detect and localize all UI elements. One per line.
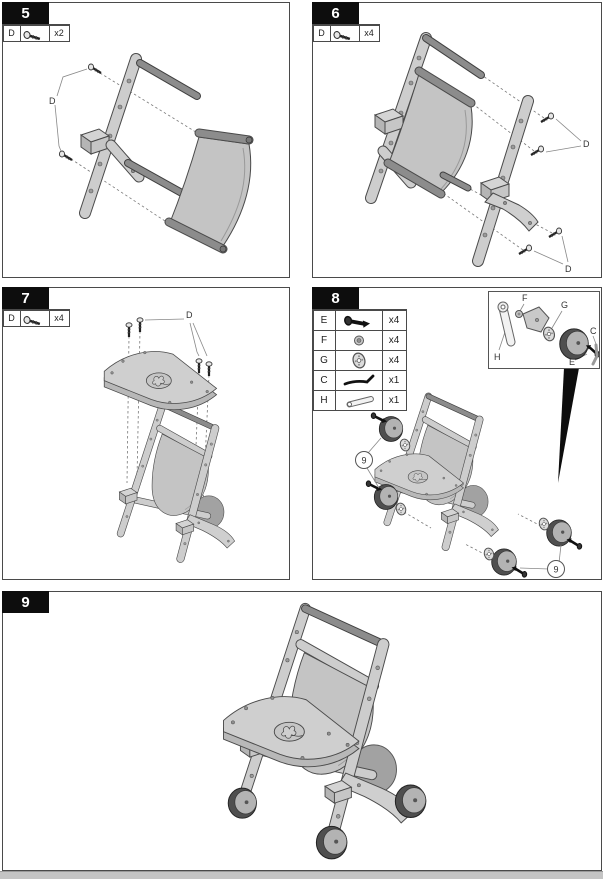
top-rod [140,63,197,96]
wheel [395,785,425,817]
callout-9-label: 9 [361,455,367,466]
part-letter: D [313,25,331,42]
screw-d [206,362,212,376]
part-qty: x4 [382,330,407,351]
part-qty: x1 [382,390,407,411]
step-number-badge: 6 [312,2,359,24]
handle-rod [426,38,481,75]
screw-d [519,245,532,254]
step-number-badge: 9 [2,591,49,613]
screw-d [88,64,101,73]
callout-d-label: D [49,96,56,106]
part-qty: x4 [382,310,407,331]
bolt-e [511,566,528,577]
wheel [560,329,589,359]
part-letter: F [313,330,336,351]
callout-9-label: 9 [553,564,559,575]
callout-d-label: D [186,310,193,320]
bolt-e [371,413,387,423]
inset-label-f: F [522,293,528,303]
screw-d [196,359,202,373]
wheel [316,826,346,858]
detail-pointer-wedge [558,368,579,483]
wheel-detail-inset [488,291,600,369]
part-letter: C [313,370,336,391]
step-7-panel [2,287,290,580]
step-number-badge: 7 [2,287,49,309]
part-letter: H [313,390,336,411]
step-9-panel [2,591,602,871]
part-letter: D [3,25,21,42]
inset-label-g: G [561,300,569,310]
part-qty: x2 [49,25,70,42]
step5-illustration [3,3,289,277]
page-edge-strip [0,871,603,879]
inset-label-c: C [590,326,597,336]
callout-d-label: D [583,139,590,149]
part-letter: G [313,350,336,371]
finished-stroller [224,609,426,859]
step6-illustration [313,3,601,277]
washer-g [542,326,556,342]
part-qty: x1 [382,370,407,391]
step-number-badge: 5 [2,2,49,24]
step-number-badge: 8 [312,287,359,309]
screw-d [137,318,143,332]
part-letter: E [313,310,336,331]
step7-illustration [3,288,289,579]
inset-label-e: E [569,357,576,367]
part-letter: D [3,310,21,327]
wheel [492,549,517,575]
wheel [547,520,572,546]
part-qty: x4 [49,310,70,327]
screw-d [59,151,72,160]
frame-assembly [119,404,234,558]
screw-d [126,323,132,337]
callout-d-label: D [565,264,572,274]
step-6-panel [312,2,602,278]
inset-illustration [489,292,599,368]
bolt-e [566,538,583,549]
step-8-panel [312,287,602,580]
part-qty: x4 [359,25,380,42]
wrench-tool [498,302,511,342]
step-5-panel [2,2,290,278]
part-qty: x4 [382,350,407,371]
wheel [228,788,256,818]
step9-illustration [3,592,601,870]
inset-label-h: H [494,352,501,362]
